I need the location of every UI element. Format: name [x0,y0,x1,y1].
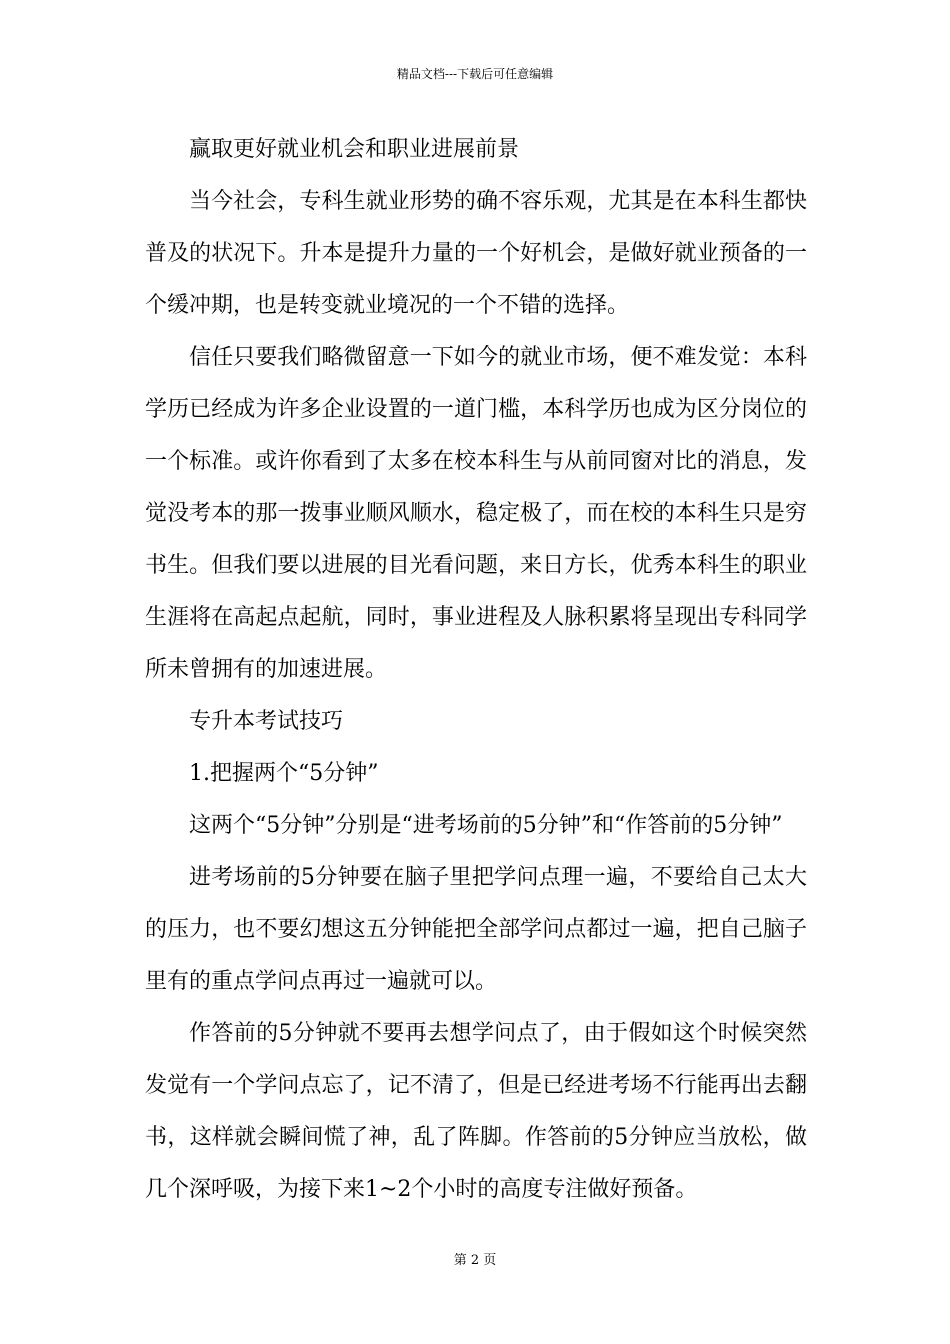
document-body [145,124,807,1216]
section-title-exam-tips: 专升本考试技巧 [189,709,344,734]
paragraph-8: 作答前的5分钟就不要再去想学问点了，由于假如这个时候突然发觉有一个学问点忘了，记不清了，但是已经进考场不行能再出去翻书，这样就会瞬间慌了神，乱了阵脚。作答前的5分钟应当放松，做几个深呼吸，为接下来1~2个小时的高度专注做好预备。 [145,1021,807,1202]
list-item-heading-1: 1.把握两个“5分钟” [189,761,379,786]
page-header: 精品文档---下载后可任意编辑 [396,67,554,81]
paragraph-6: 这两个“5分钟”分别是“进考场前的5分钟”和“作答前的5分钟” [189,813,783,838]
paragraph-3: 信任只要我们略微留意一下如今的就业市场，便不难发觉：本科学历已经成为许多企业设置的一道门槛，本科学历也成为区分岗位的一个标准。或许你看到了太多在校本科生与从前同窗对比的消息，发觉没考本的那一拨事业顺风顺水，稳定极了，而在校的本科生只是穷书生。但我们要以进展的目光看问题，来日方长，优秀本科生的职业生涯将在高起点起航，同时，事业进程及人脉积累将呈现出专科同学所未曾拥有的加速进展。 [145,345,807,682]
page-number: 第 2 页 [453,1253,497,1268]
paragraph-7: 进考场前的5分钟要在脑子里把学问点理一遍，不要给自己太大的压力，也不要幻想这五分钟能把全部学问点都过一遍，把自己脑子里有的重点学问点再过一遍就可以。 [145,865,807,994]
paragraph-2: 当今社会，专科生就业形势的确不容乐观，尤其是在本科生都快普及的状况下。升本是提升力量的一个好机会，是做好就业预备的一个缓冲期，也是转变就业境况的一个不错的选择。 [145,189,807,318]
paragraph-heading-1: 赢取更好就业机会和职业进展前景 [189,137,520,162]
